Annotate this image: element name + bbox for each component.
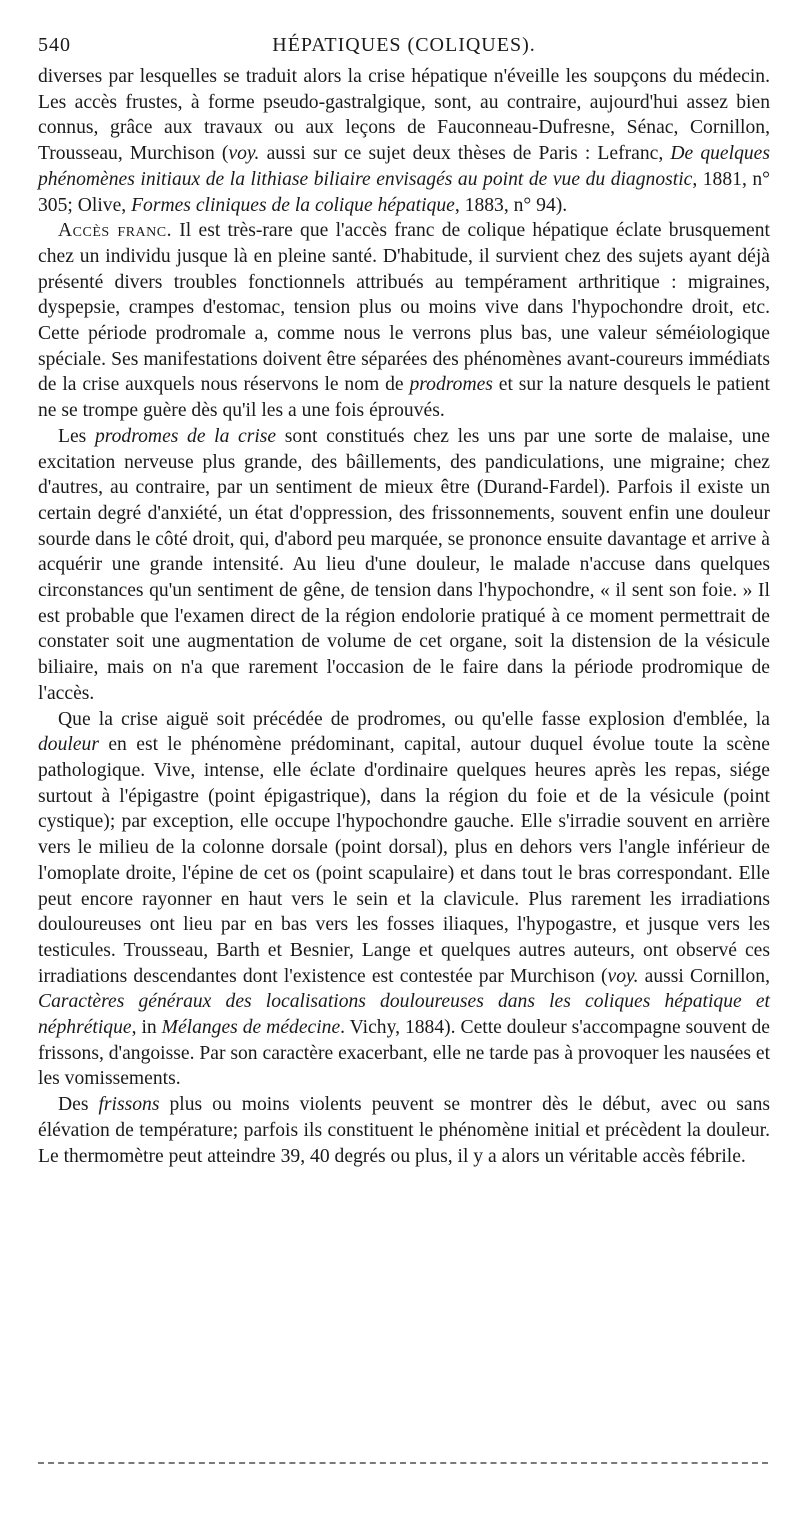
page-number: 540 [38,34,71,56]
italic-run: frissons [98,1094,160,1116]
text-run: Il est très-rare que l'accès franc de colique hépatique éclate brusquement chez un individu jusque là en pleine santé. D'habitude, il survient chez des sujets ayant déjà présenté divers troubles fonctionnels attribués au tempérament arthritique : migraines, dyspepsie, crampes d'estomac, tension plus ou moins vive dans l'hypochondre droit, etc. Cette période prodromale a, comme nous le verrons plus bas, une valeur séméiologique spéciale. Ses manifestations doivent être séparées des phénomènes avant-coureurs immédiats de la crise auxquels nous réservons le nom de [38,220,770,396]
page-bottom-rule [38,1462,768,1464]
running-header [38,30,770,64]
text-run: Les [58,425,95,447]
paragraph-5 [38,1092,770,1169]
text-run: diverses par lesquelles se traduit alors la crise hépatique n'éveille les soupçons du médecin. Les accès frustes, à forme pseudo-gastralgique, sont, au contraire, aujourd'hui assez bien connus, grâce aux travaux ou aux leçons de Fauconneau-Dufresne, Sénac, Cornillon, Trousseau, Murchison ( [38,66,770,165]
italic-run: voy. [228,143,260,165]
text-run: aussi Cornillon, [638,965,771,987]
paragraph-3 [38,424,770,707]
italic-run: douleur [38,734,99,756]
text-run: et sur la nature desquels le patient ne se trompe guère dès qu'il les a une fois éprouvés. [38,374,770,422]
paragraph-1 [38,64,770,218]
text-run: aussi sur ce sujet deux thèses de Paris : Lefranc, [259,143,671,165]
cited-title: Formes cliniques de la colique hépatique [131,194,455,216]
italic-run: prodromes [409,374,493,396]
text-run: Des [58,1094,99,1116]
body-text [38,64,770,1169]
text-run: Que la crise aiguë soit précédée de prodromes, ou qu'elle fasse explosion d'emblée, la [58,708,770,730]
text-run: , in [131,1017,162,1039]
text-run: , 1883, n° 94). [454,194,568,216]
cited-title: Mélanges de médecine [161,1017,341,1039]
text-run: sont constitués chez les uns par une sorte de malaise, une excitation nerveuse plus grande, des bâillements, des pandiculations, une migraine; chez d'autres, au contraire, par un sentiment de mieux être (Durand-Fardel). Parfois il existe un certain degré d'anxiété, un état d'oppression, des frissonnements, souvent enfin une douleur sourde dans le côté droit, qui, d'abord peu marquée, se prononce ensuite davantage et arrive à acquérir une grande intensité. Au lieu d'une douleur, le malade n'accuse dans quelques circonstances qu'un sentiment de gêne, de tension dans l'hypochondre, « il sent son foie. » Il est probable que l'examen direct de la région endolorie pratiqué à ce moment permettrait de constater soit une augmentation de volume de cet organe, soit la distension de la vésicule biliaire, mais on n'a que rarement l'occasion de le faire dans la période prodromique de l'accès. [38,425,770,704]
paragraph-4 [38,707,770,1093]
cited-title: Caractères généraux des localisations douloureuses dans les coliques hépatique et néphrétique [38,991,770,1039]
cited-title: De quelques phénomènes initiaux de la lithiase biliaire envisagés au point de vue du diagnostic [38,143,770,190]
italic-run: prodromes de la crise [94,425,277,447]
running-title: HÉPATIQUES (COLIQUES). [272,34,536,56]
text-run: en est le phénomène prédominant, capital, autour duquel évolue toute la scène pathologique. Vive, intense, elle éclate d'ordinaire quelques heures après les repas, siége surtout à l'épigastre (point épigastrique), dans la région du foie et de la vésicule (point cystique); par exception, elle occupe l'hypochondre gauche. Elle s'irradie souvent en arrière vers le milieu de la colonne dorsale (point dorsal), plus en dehors vers l'angle inférieur de l'omoplate droite, l'épine de cet os (point scapulaire) et dans tout le bras correspondant. Elle peut encore rayonner en haut vers le sein et la clavicule. Plus rarement les irradiations douloureuses ont lieu par en bas vers les fosses iliaques, l'hypogastre, et jusque vers les testicules. Trousseau, Barth et Besnier, Lange et quelques autres auteurs, ont observé ces irradiations descendantes dont l'existence est contestée par Murchison ( [38,734,770,987]
paragraph-2 [38,218,770,424]
section-heading: Accès franc. [58,220,173,242]
text-run: plus ou moins violents peuvent se montrer dès le début, avec ou sans élévation de température; parfois ils constituent le phénomène initial et précèdent la douleur. Le thermomètre peut atteindre 39, 40 degrés ou plus, il y a alors un véritable accès fébrile. [38,1094,770,1167]
document-page [38,30,770,1169]
italic-run: voy. [607,965,639,987]
text-run: . Vichy, 1884). Cette douleur s'accompagne souvent de frissons, d'angoisse. Par son caractère exacerbant, elle ne tarde pas à provoquer les nausées et les vomissements. [38,1017,771,1090]
text-run: , 1881, n° 305; Olive, [38,168,771,216]
